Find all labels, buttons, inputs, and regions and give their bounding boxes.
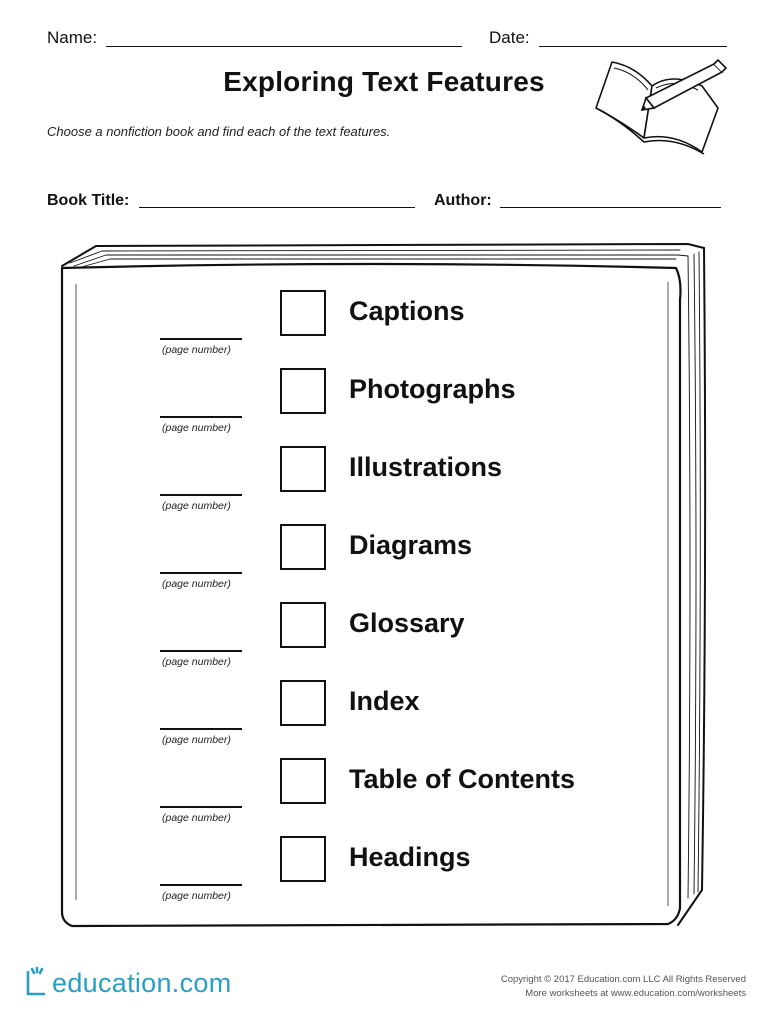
page-number-hint: (page number) — [162, 344, 231, 356]
page-number-hint: (page number) — [162, 500, 231, 512]
education-logo[interactable] — [22, 963, 232, 1003]
page-number-field[interactable] — [160, 338, 242, 340]
feature-label-table-of-contents: Table of Contents — [349, 764, 575, 794]
feature-row-glossary — [0, 602, 768, 680]
instructions-text: Choose a nonfiction book and find each of the text features. — [47, 124, 391, 139]
feature-label-photographs: Photographs — [349, 374, 516, 404]
page-number-hint: (page number) — [162, 890, 231, 902]
checkbox-glossary[interactable] — [280, 602, 326, 648]
feature-label-index: Index — [349, 686, 420, 716]
date-label: Date: — [489, 28, 530, 47]
page-number-hint: (page number) — [162, 578, 231, 590]
checkbox-index[interactable] — [280, 680, 326, 726]
checkbox-table-of-contents[interactable] — [280, 758, 326, 804]
feature-label-glossary: Glossary — [349, 608, 465, 638]
page-number-field[interactable] — [160, 494, 242, 496]
page-number-field[interactable] — [160, 416, 242, 418]
page-number-field[interactable] — [160, 650, 242, 652]
copyright-line-1: Copyright © 2017 Education.com LLC All Rights Reserved — [500, 974, 746, 985]
feature-label-diagrams: Diagrams — [349, 530, 473, 560]
name-label: Name: — [47, 28, 98, 47]
page-number-hint: (page number) — [162, 812, 231, 824]
page-number-hint: (page number) — [162, 734, 231, 746]
copyright-notice — [501, 973, 746, 1001]
feature-row-headings — [0, 836, 768, 914]
checkbox-illustrations[interactable] — [280, 446, 326, 492]
page-number-field[interactable] — [160, 806, 242, 808]
author-label: Author: — [434, 192, 492, 209]
feature-label-captions: Captions — [349, 296, 465, 326]
checkbox-diagrams[interactable] — [280, 524, 326, 570]
page-number-field[interactable] — [160, 728, 242, 730]
page-number-field[interactable] — [160, 884, 242, 886]
page-title: Exploring Text Features — [223, 66, 545, 97]
checkbox-photographs[interactable] — [280, 368, 326, 414]
page-number-hint: (page number) — [162, 656, 231, 668]
feature-row-captions — [0, 290, 768, 368]
feature-row-photographs — [0, 368, 768, 446]
book-title-label: Book Title: — [47, 192, 130, 209]
feature-row-table-of-contents — [0, 758, 768, 836]
page-number-field[interactable] — [160, 572, 242, 574]
feature-row-index — [0, 680, 768, 758]
page-number-hint: (page number) — [162, 422, 231, 434]
feature-row-diagrams — [0, 524, 768, 602]
feature-label-illustrations: Illustrations — [349, 452, 503, 482]
education-logo-icon — [22, 966, 52, 1000]
feature-row-illustrations — [0, 446, 768, 524]
checkbox-headings[interactable] — [280, 836, 326, 882]
copyright-line-2: More worksheets at www.education.com/worksheets — [525, 988, 746, 999]
logo-text: education.com — [52, 967, 232, 998]
checkbox-captions[interactable] — [280, 290, 326, 336]
feature-label-headings: Headings — [349, 842, 471, 872]
